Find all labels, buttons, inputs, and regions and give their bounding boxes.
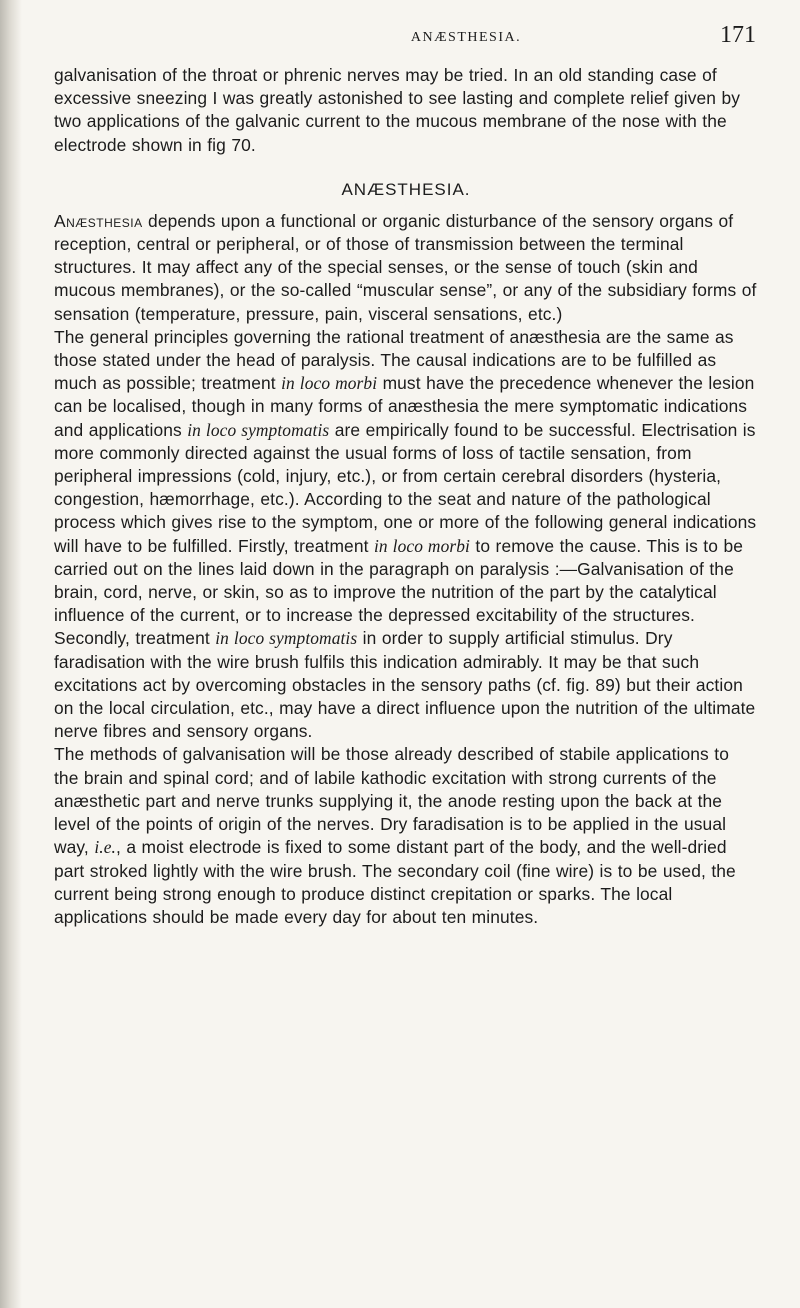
italic-term: in loco morbi (373, 535, 470, 556)
lead-term: Anæsthesia (54, 210, 143, 231)
page-edge-shadow (0, 0, 22, 1308)
paragraph-methods (54, 743, 758, 929)
italic-term: i.e. (94, 837, 116, 858)
paragraph-treatment-principles (54, 326, 758, 744)
paragraph-text: The methods of galvanisation will be those already described of stabile applications to the brain and spinal cord; and of labile kathodic excitation with strong currents of the anæsthetic part and nerve trunks supplying it, the anode resting upon the back at the level of the points of origin of the nerves. Dry faradisation is to be applied in the usual way, (54, 744, 729, 858)
paragraph-text: are empirically found to be successful. Electrisation is more commonly directed against the usual forms of loss of tactile sensation, from peripheral impressions (cold, injury, etc.), or from certain cerebral disorders (hysteria, congestion, hæmorrhage, etc.). According to the seat and nature of the pathological process which gives rise to the symptom, one or more of the following general indications will have to be fulfilled. Firstly, treatment (54, 419, 757, 556)
page-number: 171 (720, 22, 756, 48)
italic-term: in loco morbi (281, 373, 378, 394)
italic-term: in loco symptomatis (187, 419, 330, 440)
running-title: ANÆSTHESIA. (410, 30, 522, 45)
paragraph-text: in order to supply artificial stimulus. Dry faradisation with the wire brush fulfils this indication admirably. It may be that such excitations act by overcoming obstacles in the sensory paths (cf. fig. 89) but their action on the local circulation, etc., may have a direct influence upon the nutrition of the ultimate nerve fibres and sensory organs. (54, 628, 756, 742)
paragraph-text: must have the precedence whenever the lesion can be localised, though in many forms of anæsthesia the mere symptomatic indications and applications (54, 373, 755, 440)
book-page (54, 22, 758, 929)
italic-term: in loco symptomatis (215, 628, 358, 649)
section-heading: ANÆSTHESIA. (341, 179, 471, 199)
paragraph-continuation: galvanisation of the throat or phrenic nerves may be tried. In an old standing case of excessive sneezing I was greatly astonished to see lasting and complete relief given by two applications of the galvanic current to the mucous membrane of the nose with the electrode shown in fig 70. (54, 65, 741, 155)
paragraph-text: to remove the cause. This is to be carried out on the lines laid down in the paragraph on paralysis :—Galvanisation of the brain, cord, nerve, or skin, so as to improve the nutrition of the part by the catalytical influence of the current, or to increase the depressed excitability of the structures. Secondly, treatment (54, 535, 743, 649)
paragraph-text: The general principles governing the rational treatment of anæsthesia are the same as those stated under the head of paralysis. The causal indications are to be fulfilled as much as possible; treatment (54, 326, 734, 394)
paragraph-text: , a moist electrode is fixed to some distant part of the body, and the well-dried part stroked lightly with the wire brush. The secondary coil (fine wire) is to be used, the current being strong enough to produce distinct crepitation or sparks. The local applications should be made every day for about ten minutes. (54, 837, 736, 927)
paragraph-definition (54, 210, 758, 326)
paragraph-text: depends upon a functional or organic disturbance of the sensory organs of reception, central or peripheral, or of those of transmission between the terminal structures. It may affect any of the special senses, or the sense of touch (skin and mucous membranes), or the so-called “muscular sense”, or any of the subsidiary forms of sensation (temperature, pressure, pain, visceral sensations, etc.) (54, 210, 757, 324)
running-header (54, 22, 758, 54)
